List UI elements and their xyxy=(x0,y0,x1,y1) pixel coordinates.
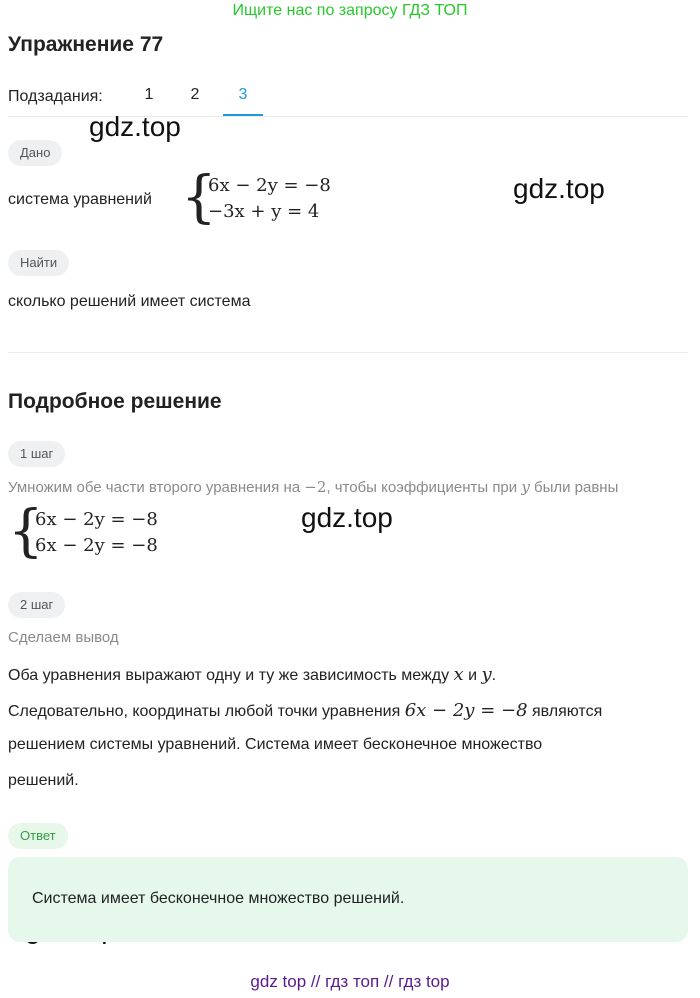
step-1-text-before: Умножим обе части второго уравнения на xyxy=(8,479,305,496)
given-equation-1-text: 6x − 2y = −8 xyxy=(208,175,331,196)
answer-text: Система имеет бесконечное множество решений. xyxy=(32,890,405,907)
step-1-equation-1: 6x − 2y = −8 xyxy=(35,509,158,530)
step-1-equation-2: 6x − 2y = −8 xyxy=(35,535,158,556)
subtask-tab-3[interactable]: 3 xyxy=(238,86,248,103)
step-1-text-after: были равны xyxy=(529,479,619,496)
search-promo-banner: Ищите нас по запросу ГДЗ ТОП xyxy=(232,2,468,19)
watermark: gdz.top xyxy=(513,173,605,204)
step-2-var-x: x xyxy=(453,664,464,685)
step-2-line-1-and: и xyxy=(463,667,482,684)
step-1-instruction xyxy=(8,478,618,496)
given-equation-2-text: −3x + y = 4 xyxy=(208,201,320,222)
step-1-text-middle: , чтобы коэффициенты при xyxy=(326,479,522,496)
page-title: Упражнение 77 xyxy=(8,33,164,56)
find-badge: Найти xyxy=(8,250,69,276)
step-2-caption: Сделаем вывод xyxy=(8,629,119,646)
watermark: gdz.top xyxy=(301,502,393,533)
system-brace: { xyxy=(181,165,217,230)
step-2-line-4: решений. xyxy=(8,772,79,789)
watermark: gdz.top xyxy=(89,111,181,142)
step-1-system-brace: { xyxy=(8,499,44,564)
step-2-line-1-before: Оба уравнения выражают одну и ту же зависимость между xyxy=(8,667,454,684)
subtask-tab-2[interactable]: 2 xyxy=(190,86,200,103)
given-equation-2 xyxy=(208,201,319,222)
section-divider xyxy=(8,352,688,353)
step-1-multiplier: −2 xyxy=(304,478,327,496)
answer-badge: Ответ xyxy=(8,823,68,849)
given-lead-text: система уравнений xyxy=(8,191,152,208)
step-1-badge: 1 шаг xyxy=(8,441,65,467)
given-equation-1 xyxy=(208,175,331,196)
step-2-line-2-after: являются xyxy=(527,703,603,720)
step-2-line-1-end: . xyxy=(491,667,497,684)
find-text: сколько решений имеет система xyxy=(8,293,251,310)
given-badge: Дано xyxy=(8,140,62,166)
step-2-line-3: решением системы уравнений. Система имеет бесконечное множество xyxy=(8,736,543,753)
subtask-tab-1[interactable]: 1 xyxy=(144,86,154,103)
step-2-inline-equation: 6x − 2y = −8 xyxy=(404,700,528,721)
step-2-badge: 2 шаг xyxy=(8,592,65,618)
subtasks-label: Подзадания: xyxy=(8,88,103,105)
step-2-line-1 xyxy=(8,664,496,685)
step-2-line-2-before: Следовательно, координаты любой точки уравнения xyxy=(8,703,405,720)
step-2-var-y: y xyxy=(481,664,492,685)
step-2-line-2 xyxy=(8,700,602,721)
step-1-var: y xyxy=(521,478,530,496)
footer-links: gdz top // гдз топ // гдз top xyxy=(250,972,450,991)
solution-heading: Подробное решение xyxy=(8,390,222,413)
